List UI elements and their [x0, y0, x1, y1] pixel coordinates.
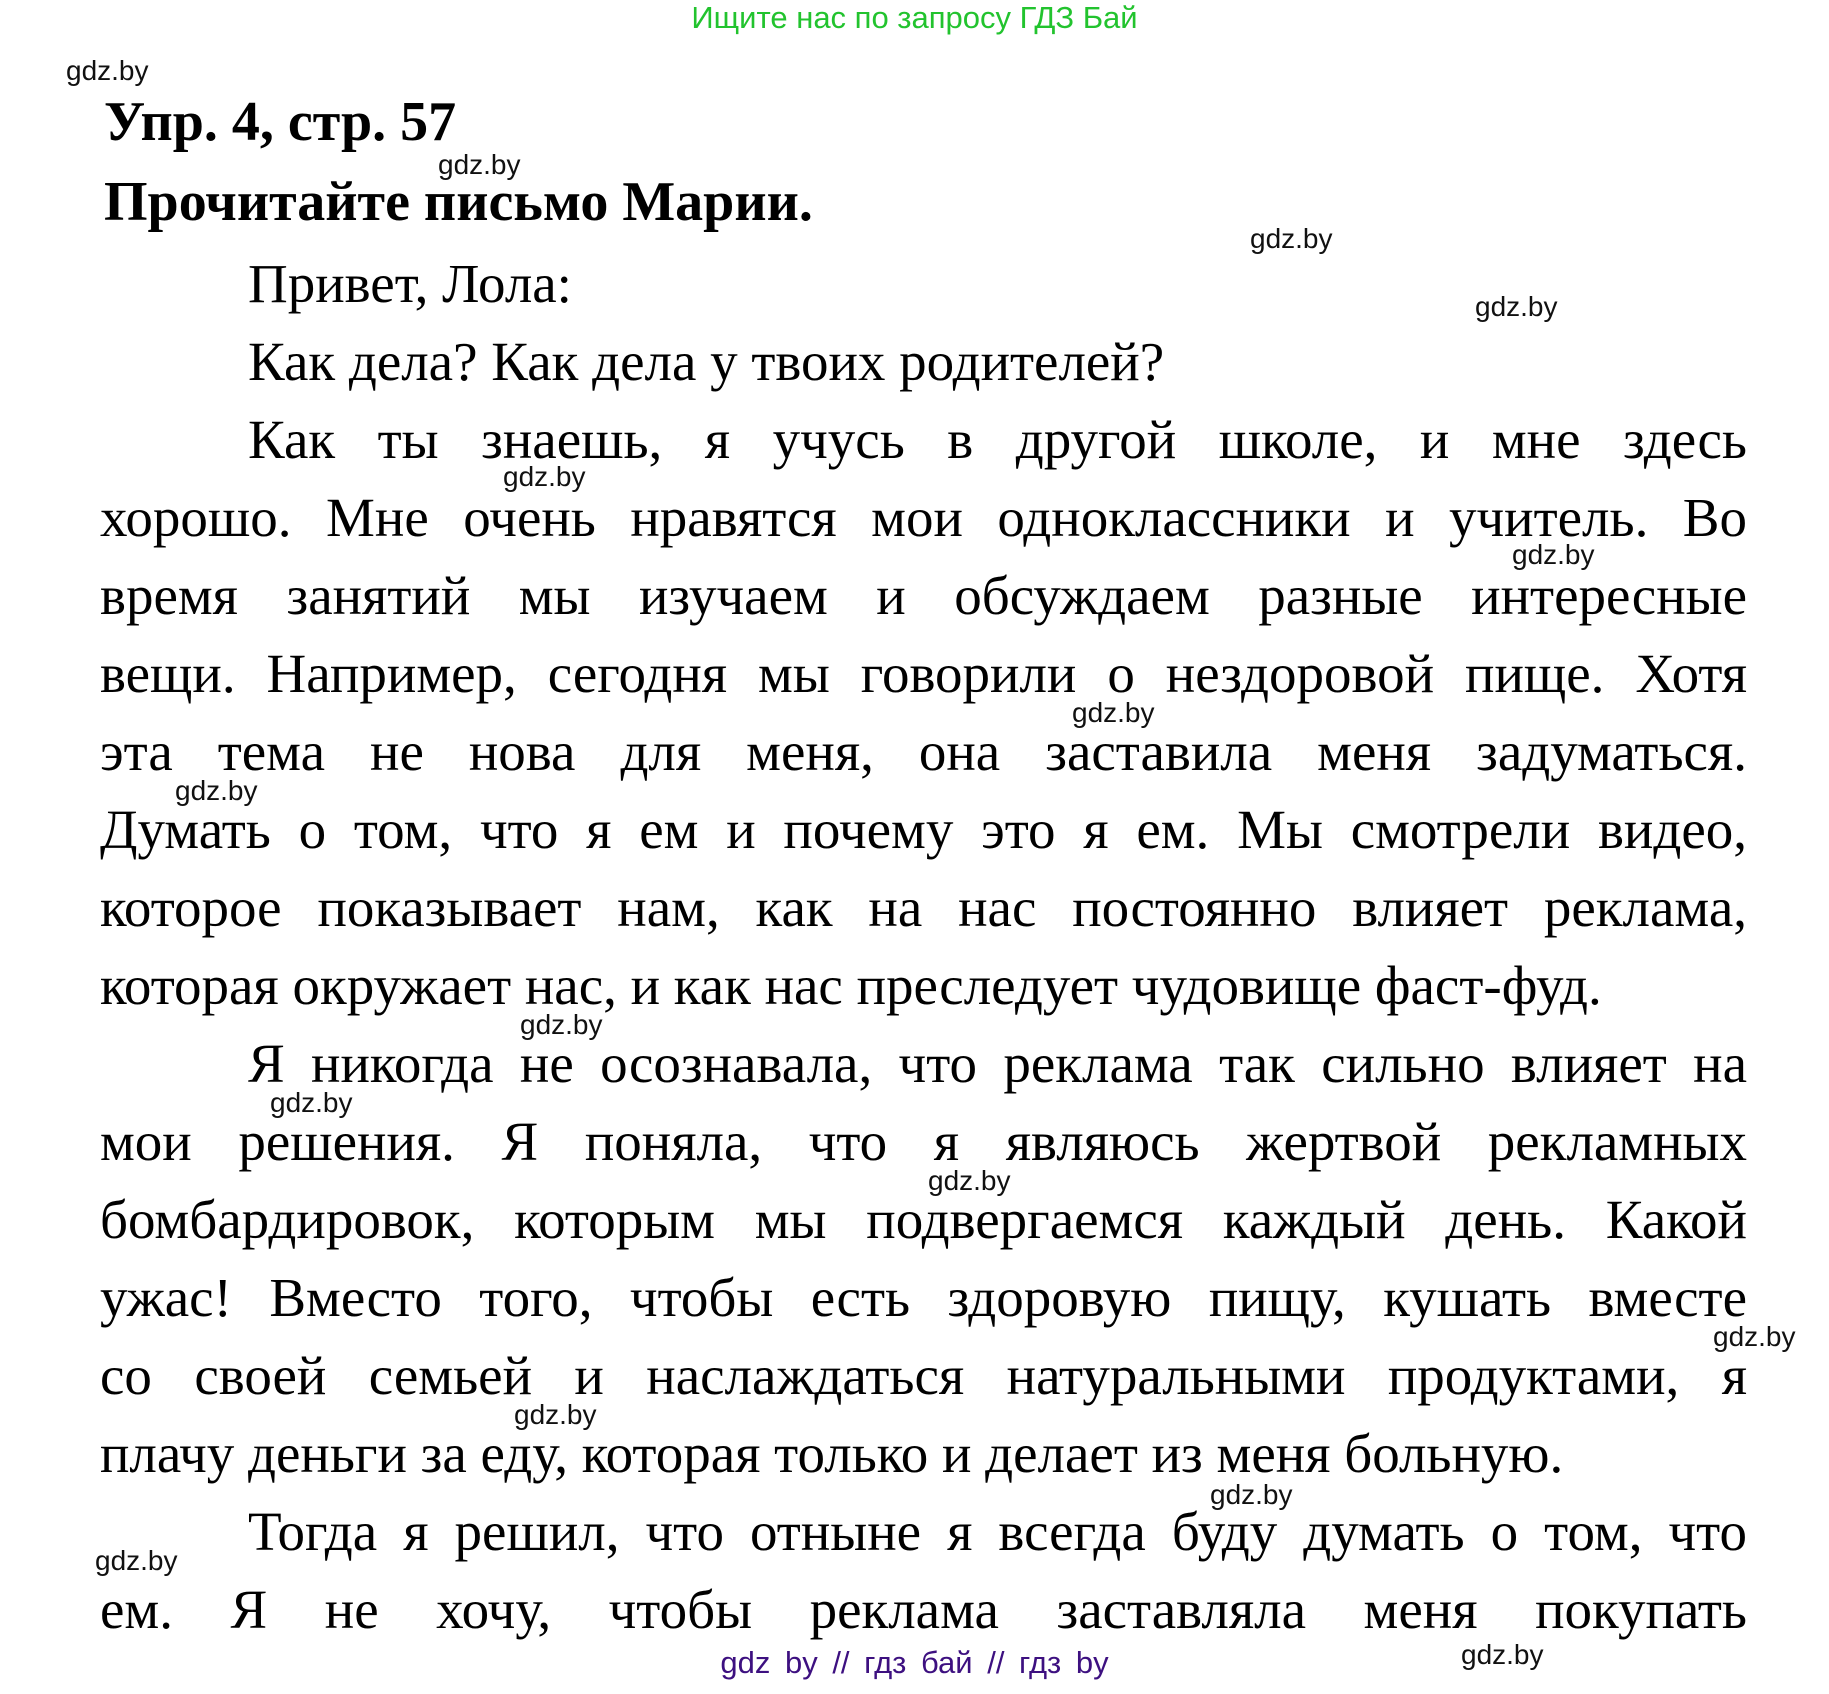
letter-line: со своей семьей и наслаждаться натуральными продуктами, я: [100, 1345, 1747, 1406]
letter-line: Как дела? Как дела у твоих родителей?: [248, 331, 1165, 392]
watermark: gdz.by: [1072, 697, 1155, 728]
watermark: gdz.by: [66, 55, 149, 86]
letter-line: которое показывает нам, как на нас постоянно влияет реклама,: [100, 877, 1747, 938]
exercise-title: Упр. 4, стр. 57: [104, 91, 457, 153]
letter-line: Думать о том, что я ем и почему это я ем. Мы смотрели видео,: [100, 799, 1747, 860]
watermark: gdz.by: [1250, 223, 1333, 254]
watermark: gdz.by: [175, 775, 258, 806]
watermark: gdz.by: [438, 149, 521, 180]
watermark: gdz.by: [514, 1399, 597, 1430]
watermark: gdz.by: [270, 1087, 353, 1118]
watermark: gdz.by: [1475, 291, 1558, 322]
letter-line: Привет, Лола:: [248, 253, 572, 314]
watermark: gdz.by: [95, 1545, 178, 1576]
letter-line: хорошо. Мне очень нравятся мои одноклассники и учитель. Во: [100, 487, 1747, 548]
watermark: gdz.by: [928, 1165, 1011, 1196]
footer-links: gdz by // гдз бай // гдз by: [720, 1645, 1109, 1680]
letter-line: бомбардировок, которым мы подвергаемся каждый день. Какой: [100, 1189, 1747, 1250]
watermark: gdz.by: [1713, 1321, 1796, 1352]
letter-line: вещи. Например, сегодня мы говорили о нездоровой пище. Хотя: [100, 643, 1747, 704]
letter-line: время занятий мы изучаем и обсуждаем разные интересные: [100, 565, 1747, 626]
watermark: gdz.by: [1210, 1479, 1293, 1510]
letter-line: Как ты знаешь, я учусь в другой школе, и мне здесь: [248, 409, 1747, 470]
letter-line: которая окружает нас, и как нас преследует чудовище фаст-фуд.: [100, 955, 1602, 1016]
letter-line: Я никогда не осознавала, что реклама так сильно влияет на: [248, 1033, 1747, 1094]
letter-line: Тогда я решил, что отныне я всегда буду думать о том, что: [248, 1501, 1747, 1562]
watermark: gdz.by: [1512, 539, 1595, 570]
watermark: gdz.by: [1461, 1639, 1544, 1670]
search-banner: Ищите нас по запросу ГДЗ Бай: [691, 0, 1138, 35]
letter-line: ужас! Вместо того, чтобы есть здоровую пищу, кушать вместе: [100, 1267, 1747, 1328]
watermark: gdz.by: [503, 461, 586, 492]
task-instruction: Прочитайте письмо Марии.: [104, 171, 813, 233]
letter-line: ем. Я не хочу, чтобы реклама заставляла меня покупать: [100, 1579, 1747, 1640]
letter-line: мои решения. Я поняла, что я являюсь жертвой рекламных: [100, 1111, 1747, 1172]
watermark: gdz.by: [520, 1009, 603, 1040]
letter-line: эта тема не нова для меня, она заставила меня задуматься.: [100, 721, 1747, 782]
letter-line: плачу деньги за еду, которая только и делает из меня больную.: [100, 1423, 1564, 1484]
